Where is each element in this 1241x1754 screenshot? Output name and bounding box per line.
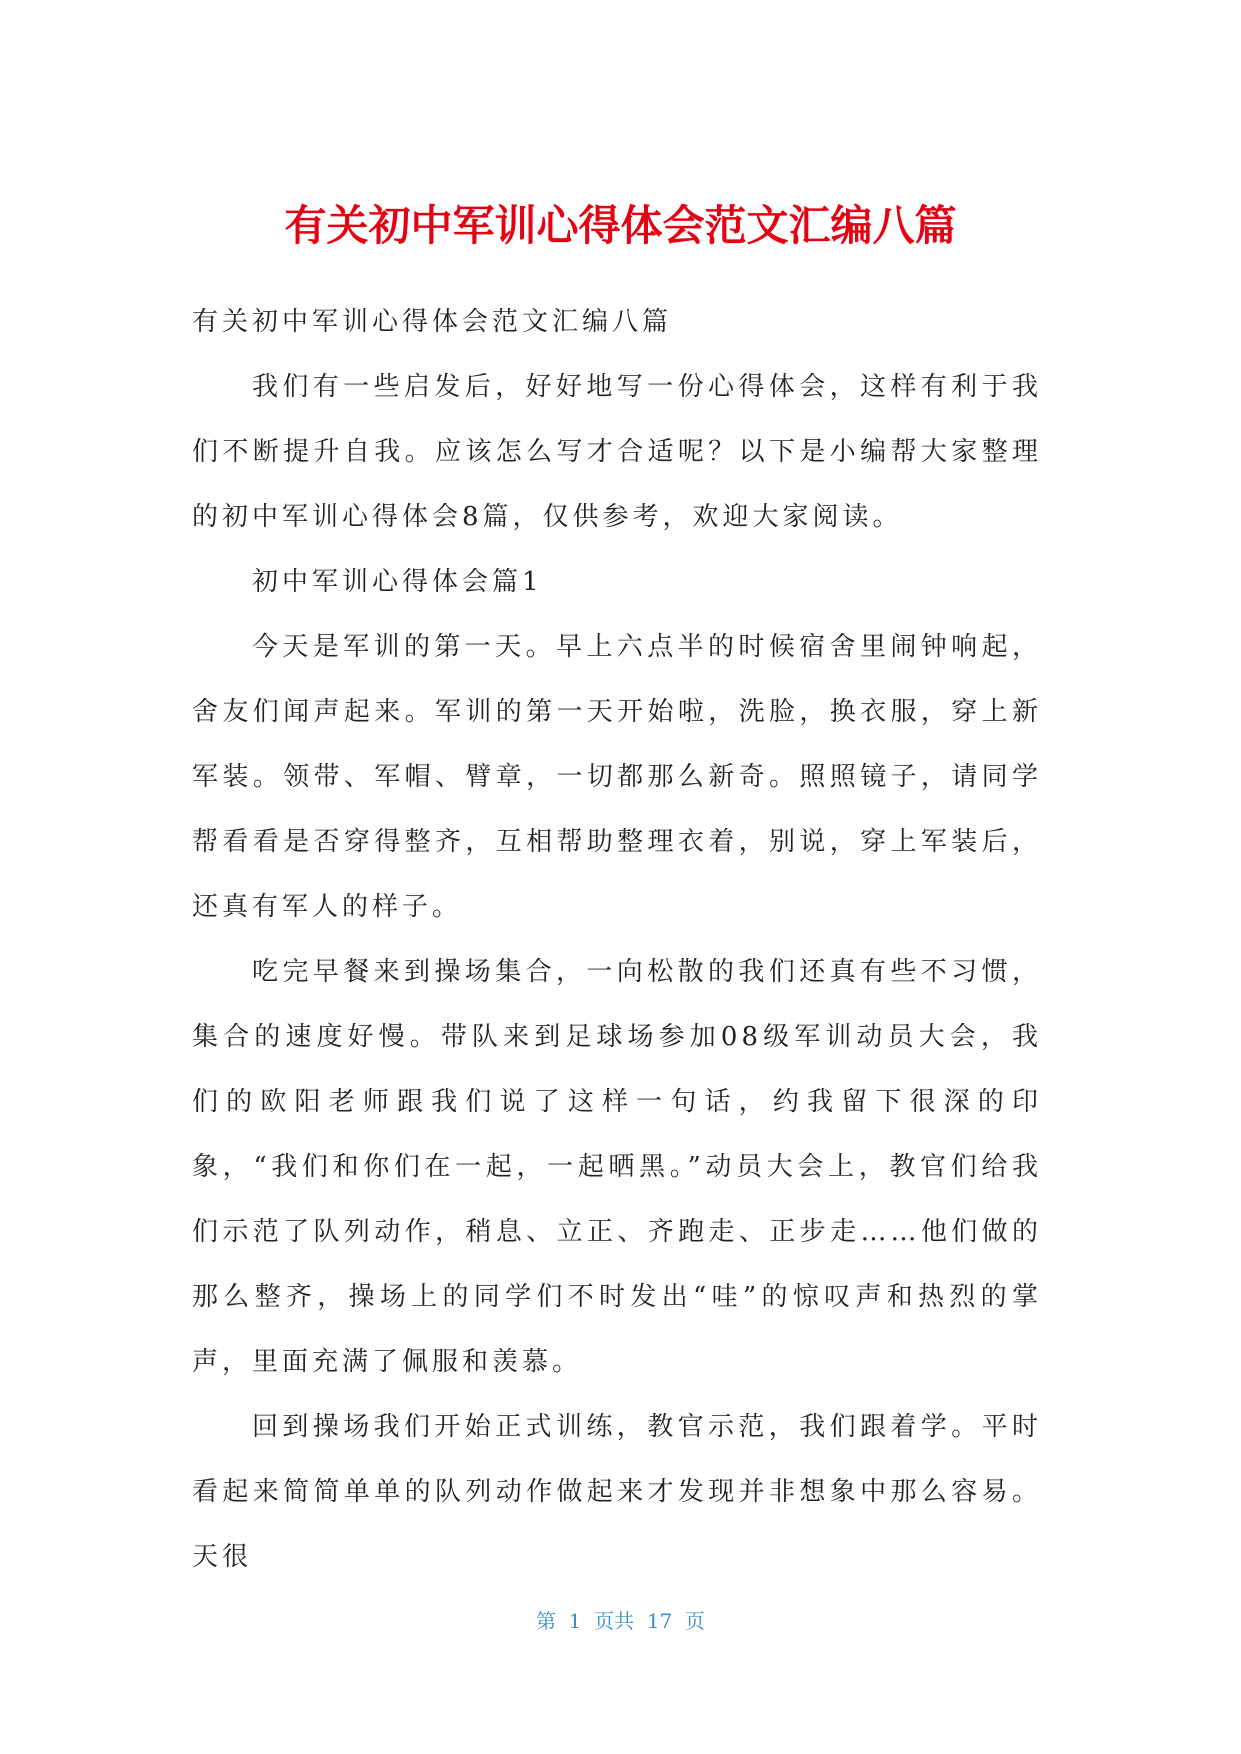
document-body: [192, 290, 1042, 1590]
document-title: 有关初中军训心得体会范文汇编八篇: [284, 201, 957, 250]
body-paragraph: 今天是军训的第一天。早上六点半的时候宿舍里闹钟响起，舍友们闻声起来。军训的第一天开始啦，洗脸，换衣服，穿上新军装。领带、军帽、臂章，一切都那么新奇。照照镜子，请同学帮看看是否穿得整齐，互相帮助整理衣着，别说，穿上军装后，还真有军人的样子。: [192, 632, 1042, 922]
body-paragraph: 吃完早餐来到操场集合，一向松散的我们还真有些不习惯，集合的速度好慢。带队来到足球场参加08级军训动员大会，我们的欧阳老师跟我们说了这样一句话，约我留下很深的印象，“我们和你们在一起，一起晒黑。”动员大会上，教官们给我们示范了队列动作，稍息、立正、齐跑走、正步走……他们做的那么整齐，操场上的同学们不时发出“哇”的惊叹声和热烈的掌声，里面充满了佩服和羡慕。: [192, 957, 1042, 1377]
page-number-footer: 第 1 页共 17 页: [535, 1609, 706, 1633]
section-heading: 初中军训心得体会篇1: [252, 567, 543, 597]
body-paragraph: 有关初中军训心得体会范文汇编八篇: [192, 307, 673, 337]
body-paragraph: 回到操场我们开始正式训练，教官示范，我们跟着学。平时看起来简简单单的队列动作做起来才发现并非想象中那么容易。天很: [192, 1412, 1042, 1572]
body-paragraph: 我们有一些启发后，好好地写一份心得体会，这样有利于我们不断提升自我。应该怎么写才合适呢？以下是小编帮大家整理的初中军训心得体会8篇，仅供参考，欢迎大家阅读。: [192, 372, 1042, 532]
